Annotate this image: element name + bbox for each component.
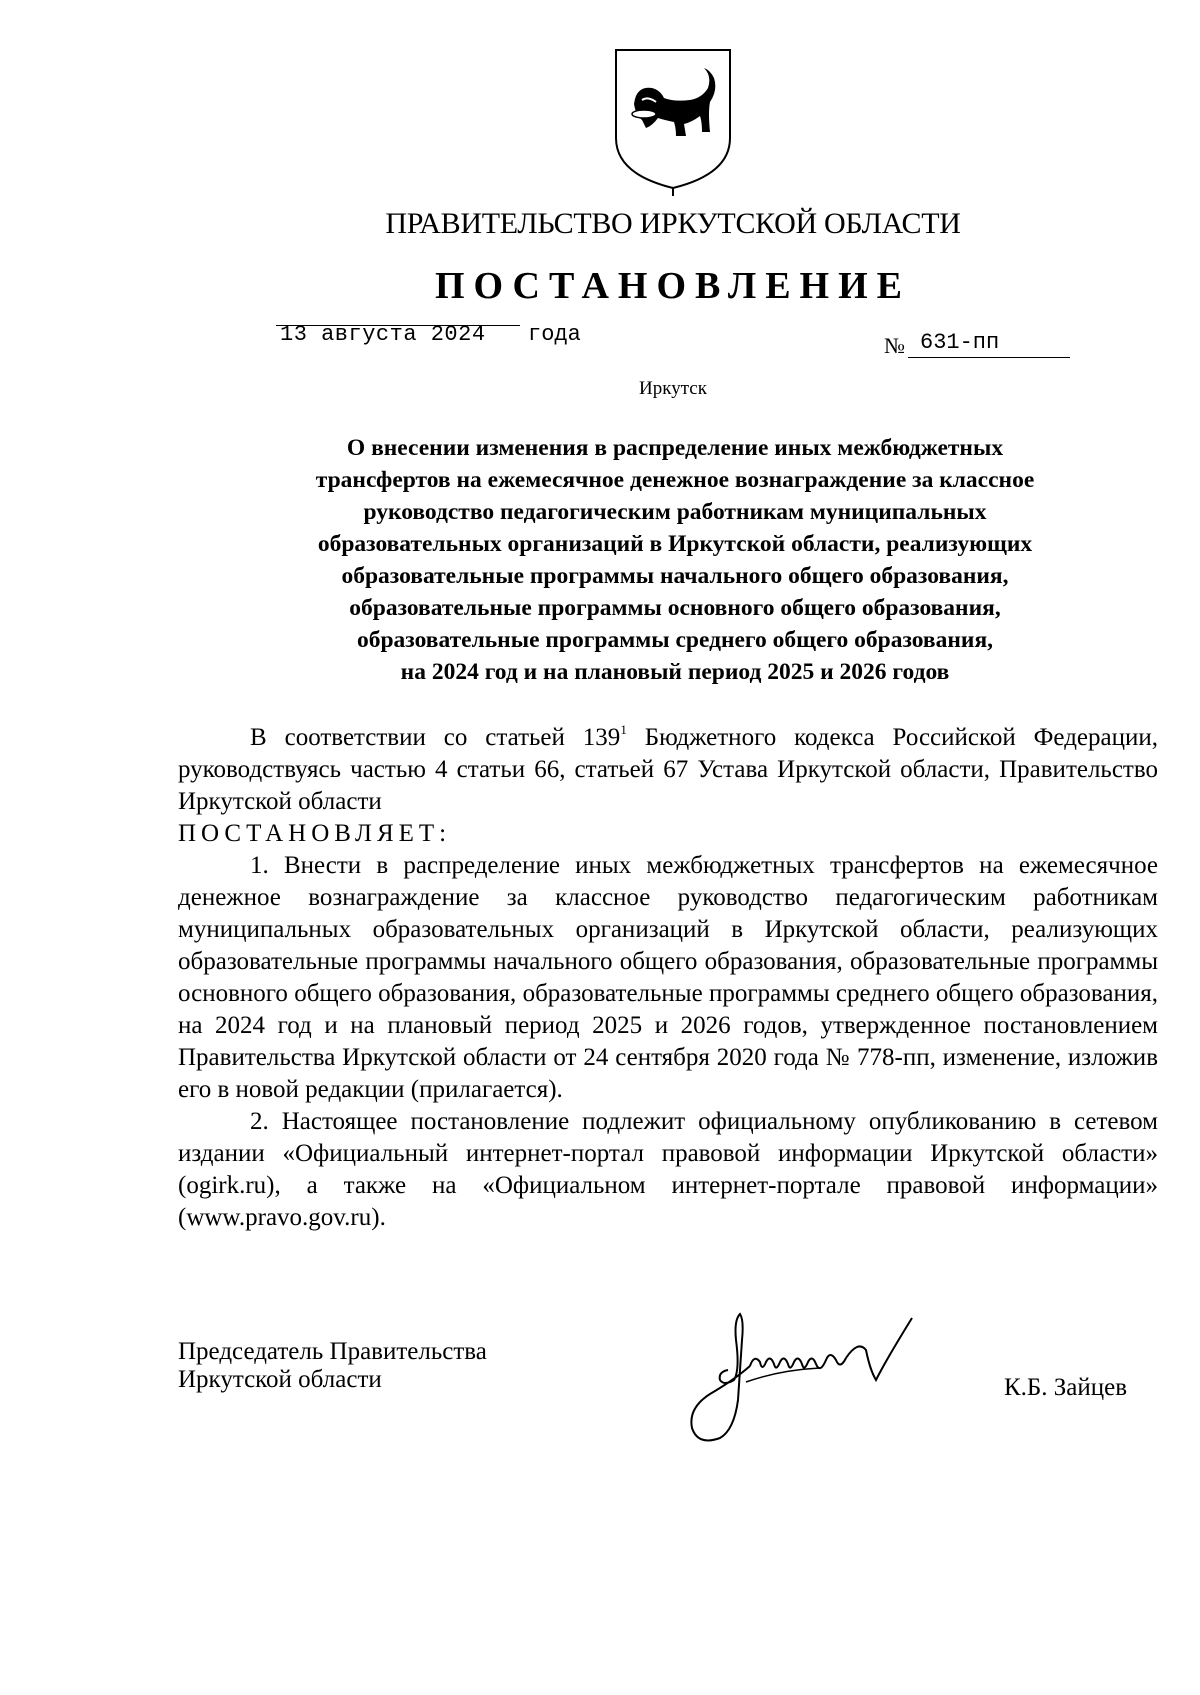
title-line: О внесении изменения в распределение иных межбюджетных: [346, 435, 1004, 461]
title-line: на 2024 год и на плановый период 2025 и 2026 годов: [400, 659, 950, 685]
title-line: трансфертов на ежемесячное денежное вознаграждение за классное: [315, 467, 1035, 493]
date-suffix: года: [528, 322, 581, 347]
organization-title: ПРАВИТЕЛЬСТВО ИРКУТСКОЙ ОБЛАСТИ: [385, 207, 961, 240]
decree-word: ПОСТАНОВЛЯЕТ:: [178, 820, 452, 847]
handwritten-signature: [680, 1300, 950, 1450]
document-date: 13 августа 2024: [280, 322, 486, 347]
number-underline: [908, 357, 1070, 358]
document-number: 631-пп: [920, 330, 1000, 355]
number-sign: №: [884, 333, 905, 358]
preamble-start: В соответствии со статьей 139: [250, 724, 621, 751]
document-body: [178, 722, 1158, 1234]
preamble-end: Бюджетного кодекса Российской Федерации, руководствуясь частью 4 статьи 66, статьей 67 Устава Иркутской области, Правительство Иркутской области: [178, 724, 1158, 815]
preamble-paragraph: [178, 722, 1158, 818]
title-line: образовательные программы начального общего образования,: [341, 563, 1009, 589]
item-2-paragraph: 2. Настоящее постановление подлежит официальному опубликованию в сетевом издании «Официальный интернет-портал правовой информации Иркутской области» (ogirk.ru), а также на «Официальном интернет-портале правовой информации» (www.pravo.gov.ru).: [178, 1108, 1158, 1231]
document-type: ПОСТАНОВЛЕНИЕ: [434, 265, 912, 307]
title-line: руководство педагогическим работникам муниципальных: [363, 499, 987, 525]
title-line: образовательных организаций в Иркутской области, реализующих: [317, 531, 1033, 557]
city: Иркутск: [639, 378, 707, 399]
signer-name: К.Б. Зайцев: [1004, 1374, 1128, 1401]
coat-of-arms-icon: [612, 46, 734, 198]
article-superscript: 1: [620, 722, 627, 737]
document-title: [210, 432, 1140, 688]
item-1-paragraph: 1. Внести в распределение иных межбюджетных трансфертов на ежемесячное денежное вознаграждение за классное руководство педагогическим работникам муниципальных образовательных организаций в Иркутской области, реализующих образовательные программы начального общего образования, образовательные программы основного общего образования, образовательные программы среднего общего образования, на 2024 год и на плановый период 2025 и 2026 годов, утвержденное постановлением Правительства Иркутской области от 24 сентября 2020 года № 778-пп, изменение, изложив его в новой редакции (прилагается).: [178, 852, 1158, 1103]
title-line: образовательные программы среднего общего образования,: [356, 627, 994, 653]
title-line: образовательные программы основного общего образования,: [349, 595, 1001, 621]
signer-position: [178, 1338, 487, 1394]
signer-position-line: Председатель Правительства: [178, 1338, 487, 1365]
signer-position-line: Иркутской области: [178, 1366, 382, 1393]
